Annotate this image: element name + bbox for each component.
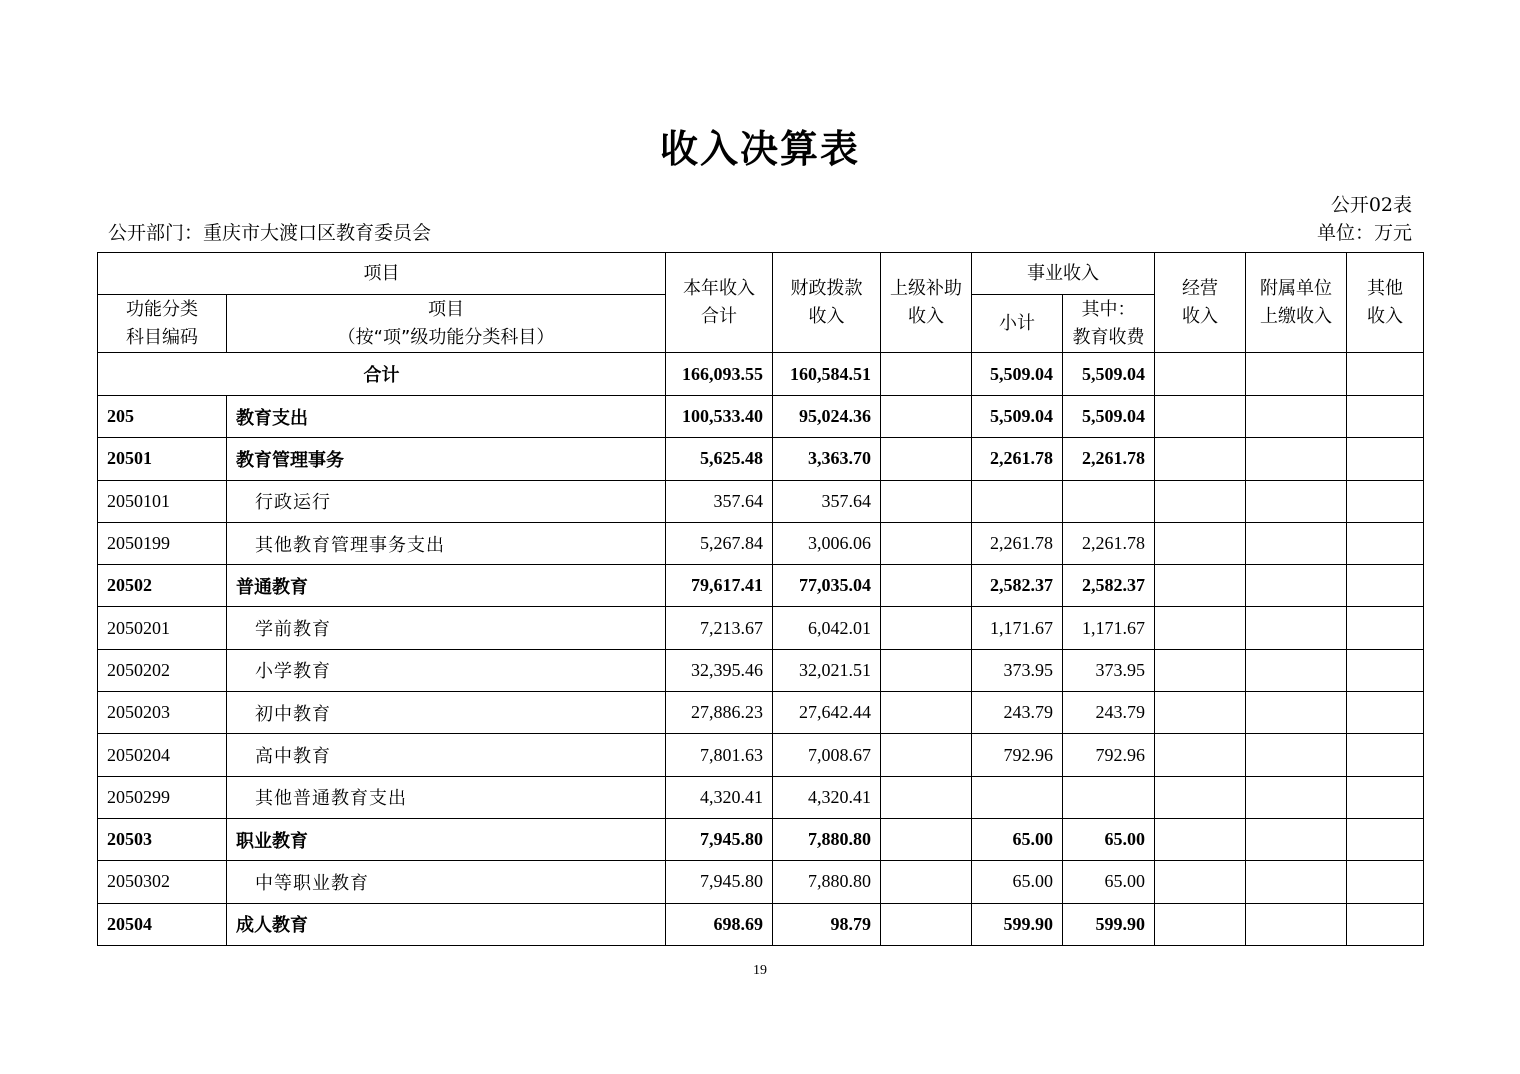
cell-other — [1347, 818, 1424, 860]
cell-name: 学前教育 — [227, 607, 666, 649]
cell-total: 166,093.55 — [666, 353, 773, 396]
cell-other — [1347, 734, 1424, 776]
cell-other — [1347, 353, 1424, 396]
cell-affiliate — [1246, 480, 1347, 522]
header-edu-line2: 教育收费 — [1072, 326, 1145, 348]
header-affiliate-line2: 上缴收入 — [1260, 305, 1332, 327]
cell-subtotal: 65.00 — [972, 861, 1063, 903]
cell-total: 7,213.67 — [666, 607, 773, 649]
cell-code: 2050204 — [98, 734, 227, 776]
header-code-line1: 功能分类 — [126, 298, 198, 320]
table-row — [98, 396, 1424, 438]
cell-name: 成人教育 — [227, 903, 666, 945]
cell-total: 7,801.63 — [666, 734, 773, 776]
cell-subtotal: 5,509.04 — [972, 396, 1063, 438]
cell-name: 普通教育 — [227, 565, 666, 607]
cell-affiliate — [1246, 565, 1347, 607]
header-business — [1155, 253, 1246, 353]
table-row — [98, 565, 1424, 607]
cell-total: 7,945.80 — [666, 861, 773, 903]
cell-upper — [881, 396, 972, 438]
cell-affiliate — [1246, 776, 1347, 818]
cell-fiscal: 357.64 — [773, 480, 881, 522]
cell-total: 100,533.40 — [666, 396, 773, 438]
cell-affiliate — [1246, 438, 1347, 480]
cell-business — [1155, 522, 1246, 564]
header-subtotal: 小计 — [972, 295, 1063, 353]
form-number: 公开02表 — [1330, 194, 1412, 216]
cell-code: 2050299 — [98, 776, 227, 818]
cell-code: 2050199 — [98, 522, 227, 564]
cell-edu-fee: 1,171.67 — [1063, 607, 1155, 649]
cell-subtotal: 65.00 — [972, 818, 1063, 860]
cell-fiscal: 4,320.41 — [773, 776, 881, 818]
cell-edu-fee: 65.00 — [1063, 861, 1155, 903]
header-other — [1347, 253, 1424, 353]
cell-name: 职业教育 — [227, 818, 666, 860]
cell-business — [1155, 607, 1246, 649]
cell-subtotal: 2,582.37 — [972, 565, 1063, 607]
total-label: 合计 — [98, 353, 666, 396]
cell-total: 5,625.48 — [666, 438, 773, 480]
cell-affiliate — [1246, 818, 1347, 860]
cell-business — [1155, 861, 1246, 903]
header-code-line2: 科目编码 — [126, 326, 198, 348]
cell-other — [1347, 522, 1424, 564]
cell-edu-fee — [1063, 776, 1155, 818]
header-name-line1: 项目 — [428, 298, 464, 320]
cell-fiscal: 7,880.80 — [773, 861, 881, 903]
cell-code: 205 — [98, 396, 227, 438]
cell-fiscal: 77,035.04 — [773, 565, 881, 607]
cell-fiscal: 7,008.67 — [773, 734, 881, 776]
header-name-line2: （按“项”级功能分类科目） — [337, 326, 555, 348]
cell-other — [1347, 607, 1424, 649]
cell-fiscal: 7,880.80 — [773, 818, 881, 860]
table-row — [98, 903, 1424, 945]
cell-subtotal — [972, 776, 1063, 818]
cell-upper — [881, 438, 972, 480]
cell-edu-fee — [1063, 480, 1155, 522]
total-row — [98, 353, 1424, 396]
cell-code: 20504 — [98, 903, 227, 945]
cell-name: 其他普通教育支出 — [227, 776, 666, 818]
cell-affiliate — [1246, 522, 1347, 564]
cell-edu-fee: 2,582.37 — [1063, 565, 1155, 607]
cell-business — [1155, 649, 1246, 691]
cell-subtotal: 5,509.04 — [972, 353, 1063, 396]
cell-edu-fee: 792.96 — [1063, 734, 1155, 776]
cell-subtotal: 243.79 — [972, 692, 1063, 734]
cell-name: 教育管理事务 — [227, 438, 666, 480]
cell-affiliate — [1246, 692, 1347, 734]
header-upper — [881, 253, 972, 353]
header-total-line1: 本年收入 — [683, 277, 755, 299]
header-total — [666, 253, 773, 353]
cell-subtotal: 1,171.67 — [972, 607, 1063, 649]
cell-total: 79,617.41 — [666, 565, 773, 607]
table-row — [98, 438, 1424, 480]
cell-name: 中等职业教育 — [227, 861, 666, 903]
header-project: 项目 — [98, 253, 666, 295]
header-other-line1: 其他 — [1367, 277, 1403, 299]
cell-upper — [881, 607, 972, 649]
cell-subtotal: 2,261.78 — [972, 438, 1063, 480]
cell-subtotal: 373.95 — [972, 649, 1063, 691]
cell-upper — [881, 480, 972, 522]
cell-code: 2050202 — [98, 649, 227, 691]
header-fiscal-line2: 收入 — [808, 305, 845, 327]
cell-other — [1347, 861, 1424, 903]
cell-subtotal: 792.96 — [972, 734, 1063, 776]
cell-name: 教育支出 — [227, 396, 666, 438]
header-edu-fee — [1063, 295, 1155, 353]
cell-business — [1155, 353, 1246, 396]
table-row — [98, 522, 1424, 564]
cell-code: 20503 — [98, 818, 227, 860]
cell-total: 698.69 — [666, 903, 773, 945]
cell-upper — [881, 903, 972, 945]
table-row — [98, 818, 1424, 860]
header-affiliate-line1: 附属单位 — [1260, 277, 1332, 299]
table-row — [98, 480, 1424, 522]
table-row — [98, 649, 1424, 691]
cell-fiscal: 3,006.06 — [773, 522, 881, 564]
cell-upper — [881, 861, 972, 903]
cell-affiliate — [1246, 396, 1347, 438]
cell-total: 357.64 — [666, 480, 773, 522]
header-business-line2: 收入 — [1182, 305, 1218, 327]
cell-upper — [881, 353, 972, 396]
cell-affiliate — [1246, 353, 1347, 396]
header-fiscal — [773, 253, 881, 353]
cell-total: 27,886.23 — [666, 692, 773, 734]
cell-total: 5,267.84 — [666, 522, 773, 564]
cell-upper — [881, 692, 972, 734]
department-label: 公开部门：重庆市大渡口区教育委员会 — [108, 222, 432, 244]
cell-code: 2050203 — [98, 692, 227, 734]
header-upper-line1: 上级补助 — [890, 277, 962, 299]
page-number: 19 — [753, 963, 767, 978]
cell-fiscal: 98.79 — [773, 903, 881, 945]
header-name — [227, 295, 666, 353]
cell-other — [1347, 565, 1424, 607]
cell-other — [1347, 692, 1424, 734]
cell-business — [1155, 692, 1246, 734]
cell-business — [1155, 565, 1246, 607]
header-edu-line1: 其中： — [1081, 298, 1136, 320]
cell-subtotal — [972, 480, 1063, 522]
table-row — [98, 734, 1424, 776]
cell-name: 小学教育 — [227, 649, 666, 691]
table-row — [98, 776, 1424, 818]
cell-upper — [881, 776, 972, 818]
cell-business — [1155, 776, 1246, 818]
header-total-line2: 合计 — [701, 305, 737, 327]
cell-edu-fee: 5,509.04 — [1063, 353, 1155, 396]
table-row — [98, 861, 1424, 903]
cell-upper — [881, 818, 972, 860]
cell-code: 2050101 — [98, 480, 227, 522]
cell-edu-fee: 373.95 — [1063, 649, 1155, 691]
cell-other — [1347, 396, 1424, 438]
cell-business — [1155, 818, 1246, 860]
cell-affiliate — [1246, 607, 1347, 649]
cell-total: 7,945.80 — [666, 818, 773, 860]
cell-edu-fee: 2,261.78 — [1063, 522, 1155, 564]
cell-fiscal: 6,042.01 — [773, 607, 881, 649]
header-other-line2: 收入 — [1367, 305, 1403, 327]
header-code — [98, 295, 227, 353]
cell-business — [1155, 903, 1246, 945]
income-table — [97, 252, 1424, 946]
cell-other — [1347, 649, 1424, 691]
table-body — [98, 353, 1424, 946]
cell-name: 高中教育 — [227, 734, 666, 776]
header-career: 事业收入 — [972, 253, 1155, 295]
cell-total: 32,395.46 — [666, 649, 773, 691]
cell-name: 其他教育管理事务支出 — [227, 522, 666, 564]
table-row — [98, 607, 1424, 649]
cell-fiscal: 3,363.70 — [773, 438, 881, 480]
header-fiscal-line1: 财政拨款 — [790, 277, 863, 299]
cell-fiscal: 160,584.51 — [773, 353, 881, 396]
cell-subtotal: 2,261.78 — [972, 522, 1063, 564]
cell-fiscal: 32,021.51 — [773, 649, 881, 691]
cell-edu-fee: 599.90 — [1063, 903, 1155, 945]
header-business-line1: 经营 — [1182, 277, 1218, 299]
cell-edu-fee: 65.00 — [1063, 818, 1155, 860]
cell-other — [1347, 903, 1424, 945]
header-affiliate — [1246, 253, 1347, 353]
cell-other — [1347, 480, 1424, 522]
header-upper-line2: 收入 — [908, 305, 944, 327]
cell-other — [1347, 438, 1424, 480]
cell-edu-fee: 5,509.04 — [1063, 396, 1155, 438]
cell-fiscal: 95,024.36 — [773, 396, 881, 438]
cell-edu-fee: 243.79 — [1063, 692, 1155, 734]
cell-total: 4,320.41 — [666, 776, 773, 818]
cell-edu-fee: 2,261.78 — [1063, 438, 1155, 480]
cell-code: 2050201 — [98, 607, 227, 649]
cell-upper — [881, 734, 972, 776]
cell-business — [1155, 396, 1246, 438]
cell-business — [1155, 438, 1246, 480]
unit-label: 单位：万元 — [1316, 222, 1412, 244]
cell-affiliate — [1246, 734, 1347, 776]
cell-fiscal: 27,642.44 — [773, 692, 881, 734]
cell-business — [1155, 734, 1246, 776]
cell-other — [1347, 776, 1424, 818]
table-header — [98, 253, 1424, 353]
page-title: 收入决算表 — [659, 127, 860, 171]
cell-code: 20501 — [98, 438, 227, 480]
cell-affiliate — [1246, 903, 1347, 945]
cell-name: 行政运行 — [227, 480, 666, 522]
cell-upper — [881, 565, 972, 607]
cell-upper — [881, 649, 972, 691]
cell-code: 2050302 — [98, 861, 227, 903]
cell-business — [1155, 480, 1246, 522]
cell-subtotal: 599.90 — [972, 903, 1063, 945]
cell-affiliate — [1246, 649, 1347, 691]
cell-code: 20502 — [98, 565, 227, 607]
cell-affiliate — [1246, 861, 1347, 903]
cell-upper — [881, 522, 972, 564]
cell-name: 初中教育 — [227, 692, 666, 734]
table-row — [98, 692, 1424, 734]
